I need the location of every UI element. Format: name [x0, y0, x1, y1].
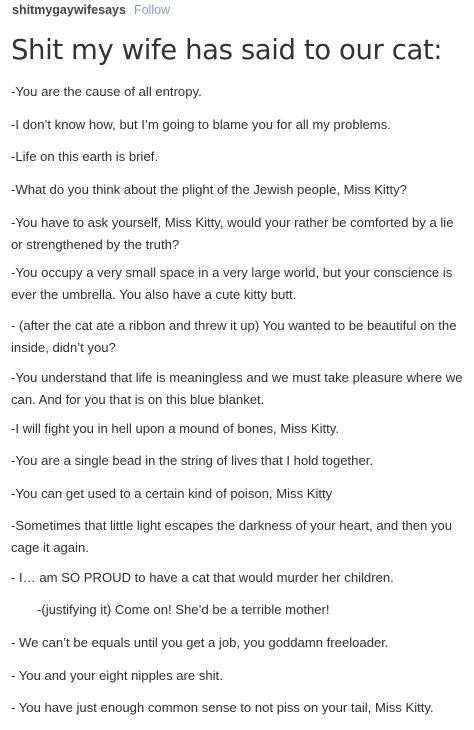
quote-item: - You and your eight nipples are shit. — [11, 668, 223, 683]
quote-item: -Sometimes that little light escapes the darkness of your heart, and then you cage it again. — [11, 518, 453, 555]
quote-item: -You understand that life is meaningless and we must take pleasure where we can. And for you that is on this blue blanket. — [11, 370, 463, 407]
quote-item: -You are the cause of all entropy. — [11, 84, 202, 99]
quote-item: - (after the cat ate a ribbon and threw it up) You wanted to be beautiful on the inside, didn’t you? — [11, 318, 457, 355]
quote-item: - We can’t be equals until you get a job, you goddamn freeloader. — [11, 635, 389, 650]
quote-item: -Life on this earth is brief. — [11, 149, 159, 164]
post-title: Shit my wife has said to our cat: — [11, 34, 443, 66]
quote-item: -I will fight you in hell upon a mound of bones, Miss Kitty. — [11, 421, 339, 436]
quote-item: -(justifying it) Come on! She’d be a terrible mother! — [37, 602, 330, 617]
quote-item: -You occupy a very small space in a very large world, but your conscience is ever the umbrella. You also have a cute kitty butt. — [11, 265, 453, 302]
quote-item: - You have just enough common sense to not piss on your tail, Miss Kitty. — [11, 700, 434, 715]
quote-item: - I… am SO PROUD to have a cat that would murder her children. — [11, 570, 394, 585]
blog-username-link[interactable]: shitmygaywifesays — [12, 3, 126, 17]
quote-item: -What do you think about the plight of the Jewish people, Miss Kitty? — [11, 182, 407, 197]
quote-item: -I don’t know how, but I’m going to blame you for all my problems. — [11, 117, 391, 132]
follow-button[interactable]: Follow — [133, 3, 171, 17]
quote-item: -You are a single bead in the string of lives that I hold together. — [11, 453, 374, 468]
quote-item: -You can get used to a certain kind of poison, Miss Kitty — [11, 486, 333, 501]
quote-item: -You have to ask yourself, Miss Kitty, would your rather be comforted by a lie or strengthened by the truth? — [11, 215, 454, 252]
